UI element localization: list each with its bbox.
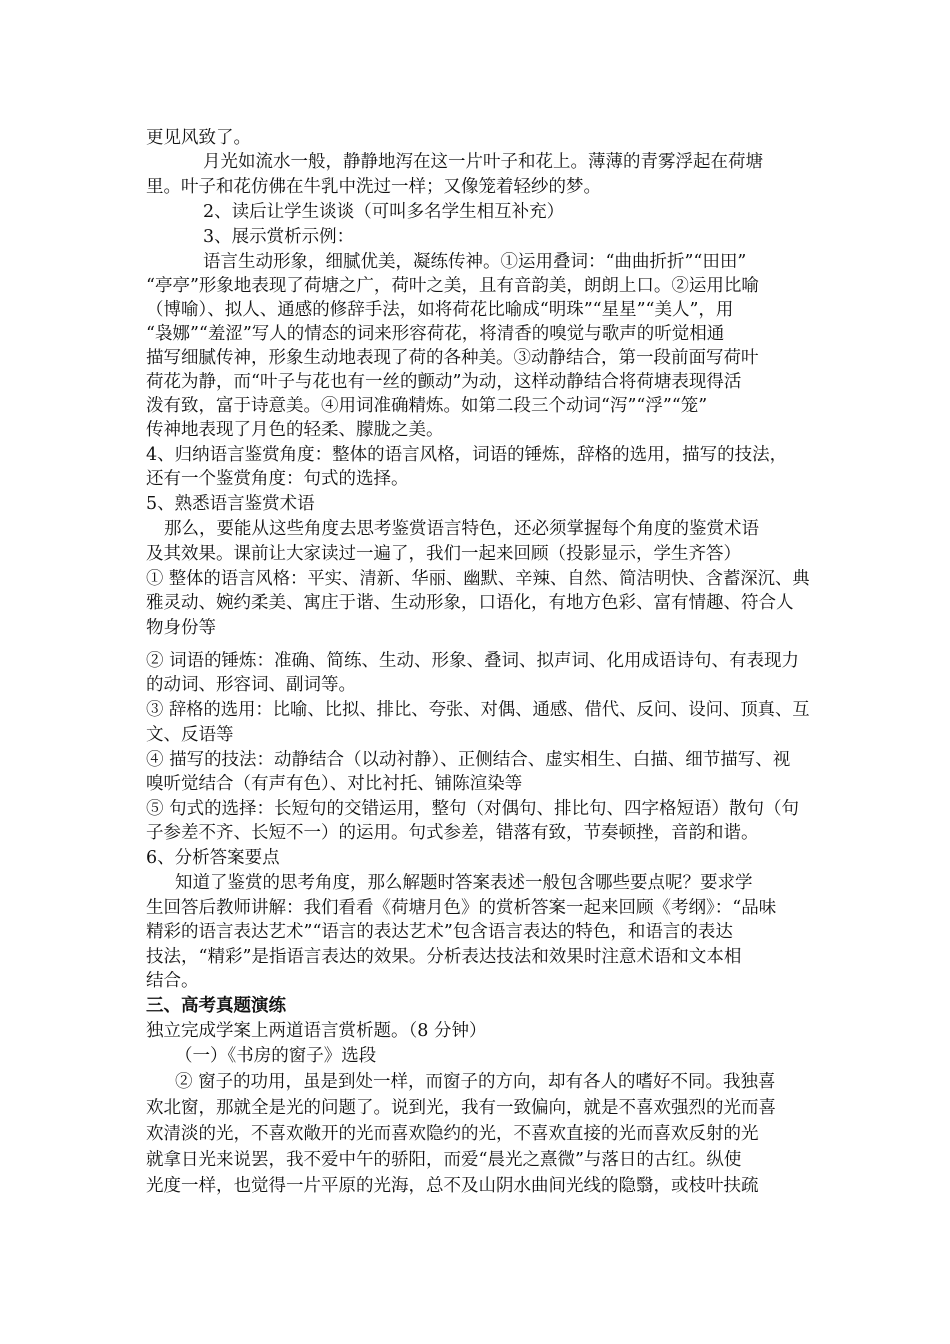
text-line: 精彩的语言表达艺术”“语言的表达艺术”包含语言表达的特色，和语言的表达 — [146, 922, 733, 942]
text-line: （博喻）、拟人、通感的修辞手法，如将荷花比喻成“明珠”“星星”“美人”，用 — [146, 300, 734, 320]
text-line: ③ 辞格的选用：比喻、比拟、排比、夸张、对偶、通感、借代、反问、设问、顶真、互 — [146, 700, 810, 720]
text-line: 独立完成学案上两道语言赏析题。（8 分钟） — [146, 1021, 487, 1041]
text-line: 欢清淡的光，不喜欢敞开的光而喜欢隐约的光，不喜欢直接的光而喜欢反射的光 — [146, 1124, 759, 1144]
text-line: 就拿日光来说罢，我不爱中午的骄阳，而爱“晨光之熹微”与落日的古红。纵使 — [146, 1150, 742, 1170]
section-heading: 三、高考真题演练 — [146, 996, 286, 1016]
text-line: “袅娜”“羞涩”写人的情态的词来形容荷花，将清香的嗅觉与歌声的听觉相通 — [146, 324, 725, 344]
text-line: ④ 描写的技法：动静结合（以动衬静）、正侧结合、虚实相生、白描、细节描写、视 — [146, 750, 791, 770]
text-line: ① 整体的语言风格：平实、清新、华丽、幽默、辛辣、自然、简洁明快、含蓄深沉、典 — [146, 569, 810, 589]
text-line: 5、熟悉语言鉴赏术语 — [146, 494, 315, 514]
text-line: 传神地表现了月色的轻柔、朦胧之美。 — [146, 420, 444, 440]
text-line: 6、分析答案要点 — [146, 848, 280, 868]
text-line: （一）《书房的窗子》选段 — [175, 1046, 377, 1066]
text-line: 还有一个鉴赏角度：句式的选择。 — [146, 469, 409, 489]
text-line: 物身份等 — [146, 618, 216, 638]
text-line: 更见风致了。 — [146, 128, 251, 148]
text-line: 描写细腻传神，形象生动地表现了荷的各种美。③动静结合，第一段前面写荷叶 — [146, 348, 759, 368]
text-line: 4、归纳语言鉴赏角度：整体的语言风格，词语的锤炼，辞格的选用，描写的技法， — [146, 445, 788, 465]
text-line: 生回答后教师讲解：我们看看《荷塘月色》的赏析答案一起来回顾《考纲》：“品味 — [146, 898, 777, 918]
text-line: ② 窗子的功用，虽是到处一样，而窗子的方向，却有各人的嗜好不同。我独喜 — [175, 1072, 776, 1092]
text-line: 泼有致，富于诗意美。④用词准确精炼。如第二段三个动词“泻”“浮”“笼” — [146, 396, 708, 416]
text-line: 子参差不齐、长短不一）的运用。句式参差，错落有致，节奏顿挫，音韵和谐。 — [146, 823, 759, 843]
text-line: 雅灵动、婉约柔美、寓庄于谐、生动形象，口语化，有地方色彩、富有情趣、符合人 — [146, 593, 794, 613]
text-line: 欢北窗，那就全是光的问题了。说到光，我有一致偏向，就是不喜欢强烈的光而喜 — [146, 1098, 776, 1118]
text-line: 技法，“精彩”是指语言表达的效果。分析表达技法和效果时注意术语和文本相 — [146, 947, 742, 967]
text-line: 文、反语等 — [146, 725, 234, 745]
text-line: 的动词、形容词、副词等。 — [146, 675, 356, 695]
text-line: 嗅听觉结合（有声有色）、对比衬托、铺陈渲染等 — [146, 774, 523, 794]
text-line: ② 词语的锤炼：准确、简练、生动、形象、叠词、拟声词、化用成语诗句、有表现力 — [146, 651, 800, 671]
text-line: ⑤ 句式的选择：长短句的交错运用，整句（对偶句、排比句、四字格短语）散句（句 — [146, 799, 800, 819]
text-line: 里。叶子和花仿佛在牛乳中洗过一样；又像笼着轻纱的梦。 — [146, 177, 601, 197]
text-line: 及其效果。课前让大家读过一遍了，我们一起来回顾（投影显示，学生齐答） — [146, 544, 741, 564]
text-line: 那么，要能从这些角度去思考鉴赏语言特色，还必须掌握每个角度的鉴赏术语 — [164, 519, 759, 539]
text-line: 结合。 — [146, 971, 199, 991]
text-line: 语言生动形象，细腻优美，凝练传神。①运用叠词：“曲曲折折”“田田” — [203, 252, 747, 272]
text-line: 3、展示赏析示例： — [203, 227, 355, 247]
text-line: 2、读后让学生谈谈（可叫多名学生相互补充） — [203, 202, 565, 222]
text-line: 光度一样，也觉得一片平原的光海，总不及山阴水曲间光线的隐翳，或枝叶扶疏 — [146, 1176, 759, 1196]
text-line: “亭亭”形象地表现了荷塘之广，荷叶之美，且有音韵美，朗朗上口。②运用比喻 — [146, 276, 759, 296]
text-line: 荷花为静，而“叶子与花也有一丝的颤动”为动，这样动静结合将荷塘表现得活 — [146, 372, 742, 392]
text-line: 月光如流水一般，静静地泻在这一片叶子和花上。薄薄的青雾浮起在荷塘 — [203, 152, 763, 172]
text-line: 知道了鉴赏的思考角度，那么解题时答案表述一般包含哪些要点呢？要求学 — [175, 873, 753, 893]
